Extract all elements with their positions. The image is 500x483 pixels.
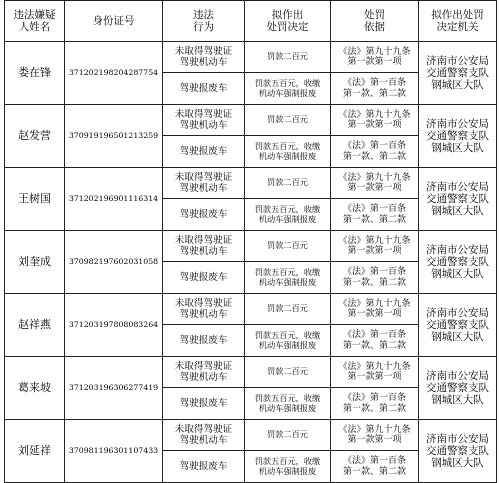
header-row xyxy=(5,1,497,42)
penalty-basis: 《法》第一百条 第一款、第二款 xyxy=(331,262,419,294)
violation-act: 驾驶报废车 xyxy=(163,451,245,483)
violation-act: 未取得驾驶证 驾驶机动车 xyxy=(163,231,245,262)
penalty-basis: 《法》第九十九条 第一款第一项 xyxy=(331,42,419,73)
violation-act: 未取得驾驶证 驾驶机动车 xyxy=(163,42,245,73)
violation-act: 驾驶报废车 xyxy=(163,136,245,168)
penalty-basis: 《法》第九十九条 第一款第一项 xyxy=(331,294,419,325)
suspect-name: 王树国 xyxy=(5,168,65,231)
suspect-name: 娄在锋 xyxy=(5,42,65,105)
violation-act: 驾驶报废车 xyxy=(163,73,245,105)
header-act: 违法 行为 xyxy=(163,1,245,42)
penalty-decision: 罚款二百元 xyxy=(245,357,331,388)
violation-act: 未取得驾驶证 驾驶机动车 xyxy=(163,357,245,388)
penalty-decision: 罚款五百元，收缴 机动车强制报废 xyxy=(245,388,331,420)
violation-act: 驾驶报废车 xyxy=(163,325,245,357)
penalty-decision: 罚款二百元 xyxy=(245,42,331,73)
penalty-decision: 罚款五百元，收缴 机动车强制报废 xyxy=(245,73,331,105)
id-number: 371202198204287754 xyxy=(65,42,163,105)
penalty-basis: 《法》第一百条 第一款、第二款 xyxy=(331,136,419,168)
table-row xyxy=(5,42,497,73)
decision-authority: 济南市公安局 交通警察支队 钢城区大队 xyxy=(419,231,497,294)
decision-authority: 济南市公安局 交通警察支队 钢城区大队 xyxy=(419,168,497,231)
header-id: 身份证号 xyxy=(65,1,163,42)
violation-act: 驾驶报废车 xyxy=(163,388,245,420)
decision-authority: 济南市公安局 交通警察支队 钢城区大队 xyxy=(419,294,497,357)
penalty-basis: 《法》第一百条 第一款、第二款 xyxy=(331,388,419,420)
decision-authority: 济南市公安局 交通警察支队 钢城区大队 xyxy=(419,42,497,105)
header-name: 违法嫌疑 人姓名 xyxy=(5,1,65,42)
penalty-basis: 《法》第九十九条 第一款第一项 xyxy=(331,420,419,451)
penalty-decision: 罚款五百元，收缴 机动车强制报废 xyxy=(245,262,331,294)
penalty-basis: 《法》第九十九条 第一款第一项 xyxy=(331,357,419,388)
penalty-decision: 罚款五百元，收缴 机动车强制报废 xyxy=(245,199,331,231)
table-row xyxy=(5,294,497,325)
table-row xyxy=(5,168,497,199)
penalty-decision: 罚款二百元 xyxy=(245,105,331,136)
penalty-basis: 《法》第一百条 第一款、第二款 xyxy=(331,451,419,483)
header-basis: 处罚 依据 xyxy=(331,1,419,42)
penalty-table xyxy=(4,0,497,483)
id-number: 371203196306277419 xyxy=(65,357,163,420)
penalty-decision: 罚款二百元 xyxy=(245,294,331,325)
violation-act: 未取得驾驶证 驾驶机动车 xyxy=(163,105,245,136)
id-number: 370981196301107433 xyxy=(65,420,163,483)
id-number: 370919196501213259 xyxy=(65,105,163,168)
penalty-basis: 《法》第九十九条 第一款第一项 xyxy=(331,231,419,262)
table-row xyxy=(5,231,497,262)
violation-act: 未取得驾驶证 驾驶机动车 xyxy=(163,168,245,199)
penalty-basis: 《法》第九十九条 第一款第一项 xyxy=(331,168,419,199)
table-row xyxy=(5,357,497,388)
penalty-basis: 《法》第一百条 第一款、第二款 xyxy=(331,325,419,357)
decision-authority: 济南市公安局 交通警察支队 钢城区大队 xyxy=(419,420,497,483)
penalty-basis: 《法》第一百条 第一款、第二款 xyxy=(331,73,419,105)
penalty-basis: 《法》第一百条 第一款、第二款 xyxy=(331,199,419,231)
penalty-basis: 《法》第九十九条 第一款第一项 xyxy=(331,105,419,136)
table-row xyxy=(5,105,497,136)
violation-act: 未取得驾驶证 驾驶机动车 xyxy=(163,294,245,325)
suspect-name: 刘延祥 xyxy=(5,420,65,483)
penalty-decision: 罚款二百元 xyxy=(245,231,331,262)
decision-authority: 济南市公安局 交通警察支队 钢城区大队 xyxy=(419,357,497,420)
suspect-name: 刘奎成 xyxy=(5,231,65,294)
penalty-decision: 罚款五百元，收缴 机动车强制报废 xyxy=(245,325,331,357)
header-decision: 拟作出 处罚决定 xyxy=(245,1,331,42)
penalty-decision: 罚款二百元 xyxy=(245,420,331,451)
suspect-name: 葛来坡 xyxy=(5,357,65,420)
id-number: 370982197602031058 xyxy=(65,231,163,294)
table-row xyxy=(5,420,497,451)
decision-authority: 济南市公安局 交通警察支队 钢城区大队 xyxy=(419,105,497,168)
violation-act: 驾驶报废车 xyxy=(163,199,245,231)
suspect-name: 赵发营 xyxy=(5,105,65,168)
suspect-name: 赵祥燕 xyxy=(5,294,65,357)
violation-act: 未取得驾驶证 驾驶机动车 xyxy=(163,420,245,451)
header-org: 拟作出处罚 决定机关 xyxy=(419,1,497,42)
penalty-decision: 罚款五百元，收缴 机动车强制报废 xyxy=(245,451,331,483)
violation-act: 驾驶报废车 xyxy=(163,262,245,294)
id-number: 371203197808083264 xyxy=(65,294,163,357)
id-number: 371202196901116314 xyxy=(65,168,163,231)
penalty-decision: 罚款二百元 xyxy=(245,168,331,199)
penalty-decision: 罚款五百元，收缴 机动车强制报废 xyxy=(245,136,331,168)
